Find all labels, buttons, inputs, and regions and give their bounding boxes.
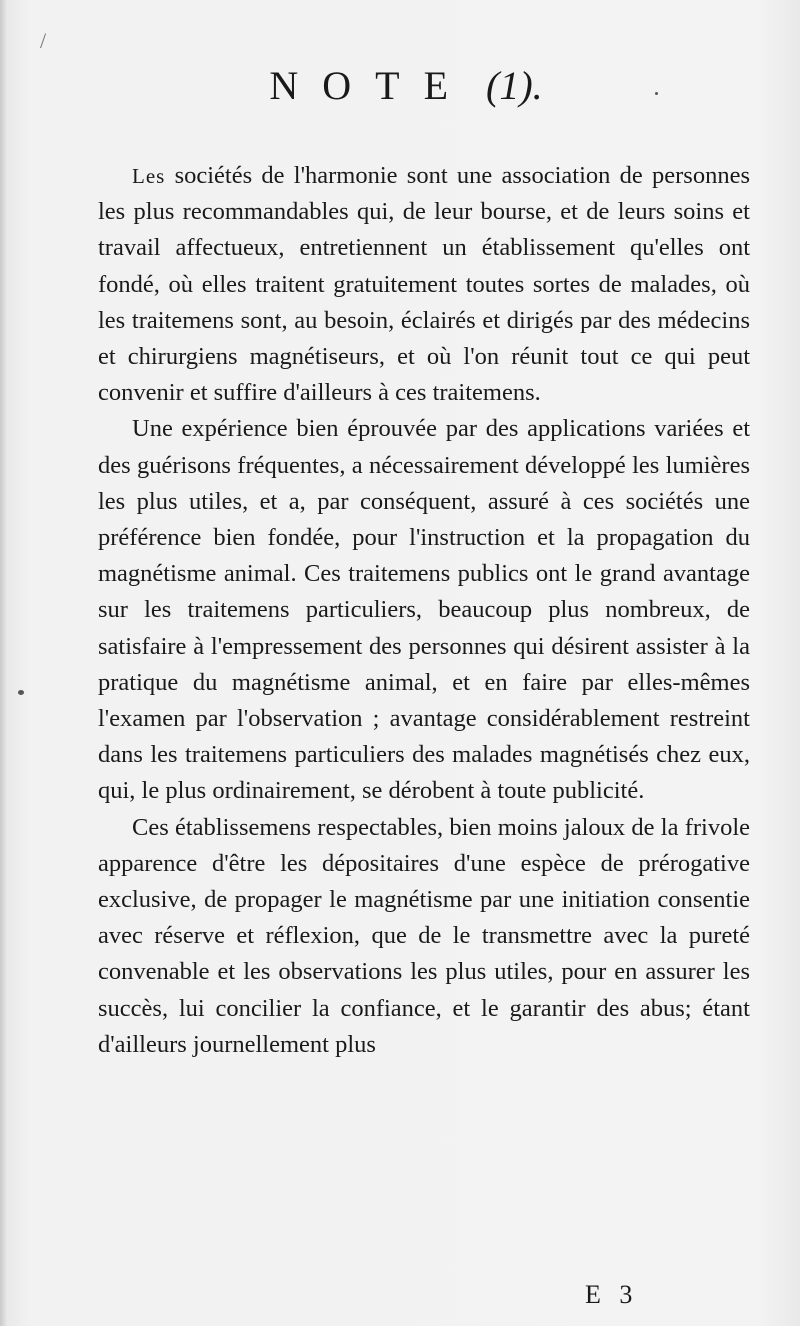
note-number: (1). [486,63,543,108]
note-body [98,158,750,1063]
paragraph [98,158,750,411]
paragraph [98,810,750,1063]
ink-speck [18,690,24,695]
heading-letter: E [423,63,448,108]
heading-letter: O [322,63,352,108]
heading-letter: T [375,63,400,108]
paragraph-lead: Les [132,164,166,188]
heading-letter: N [269,63,299,108]
note-heading [0,62,800,109]
paragraph-text: sociétés de l'harmonie sont une association de personnes les plus recommandables qui, de leur bourse, et de leurs soins et travail affectueux, entretiennent un établissement qu'elles ont fondé, où elles traitent gratuitement toutes sortes de malades, où les traitemens sont, au besoin, éclairés et dirigés par des médecins et chirurgiens magnétiseurs, et où l'on réunit tout ce qui peut convenir et suffire d'ailleurs à ces traitemens. [98,162,750,407]
ink-speck [655,92,658,95]
paragraph-text: Ces établissemens respectables, bien moins jaloux de la frivole apparence d'être les dépositaires d'une espèce de prérogative exclusive, de propager le magnétisme par une initiation consentie avec réserve et réflexion, que de le transmettre avec la pureté convenable et les observations les plus utiles, pour en assurer les succès, lui concilier la confiance, et le garantir des abus; étant d'ailleurs journellement plus [98,813,750,1058]
paragraph-text: Une expérience bien éprouvée par des applications variées et des guérisons fréquentes, a nécessairement développé les lumières les plus utiles, et a, par conséquent, assuré à ces sociétés une préférence bien fondée, pour l'instruction et la propagation du magnétisme animal. Ces traitemens publics ont le grand avantage sur les traitemens particuliers, beaucoup plus nombreux, de satisfaire à l'empressement des personnes qui désirent assister à la pratique du magnétisme animal, et en faire par elles-mêmes l'examen par l'observation ; avantage considérablement restreint dans les traitemens particuliers des malades magnétisés chez eux, qui, le plus ordinairement, se dérobent à toute publicité. [98,415,750,805]
paragraph [98,411,750,809]
margin-mark: / [40,28,47,53]
page-binding-edge [0,0,8,1326]
signature-mark: E 3 [585,1280,639,1309]
